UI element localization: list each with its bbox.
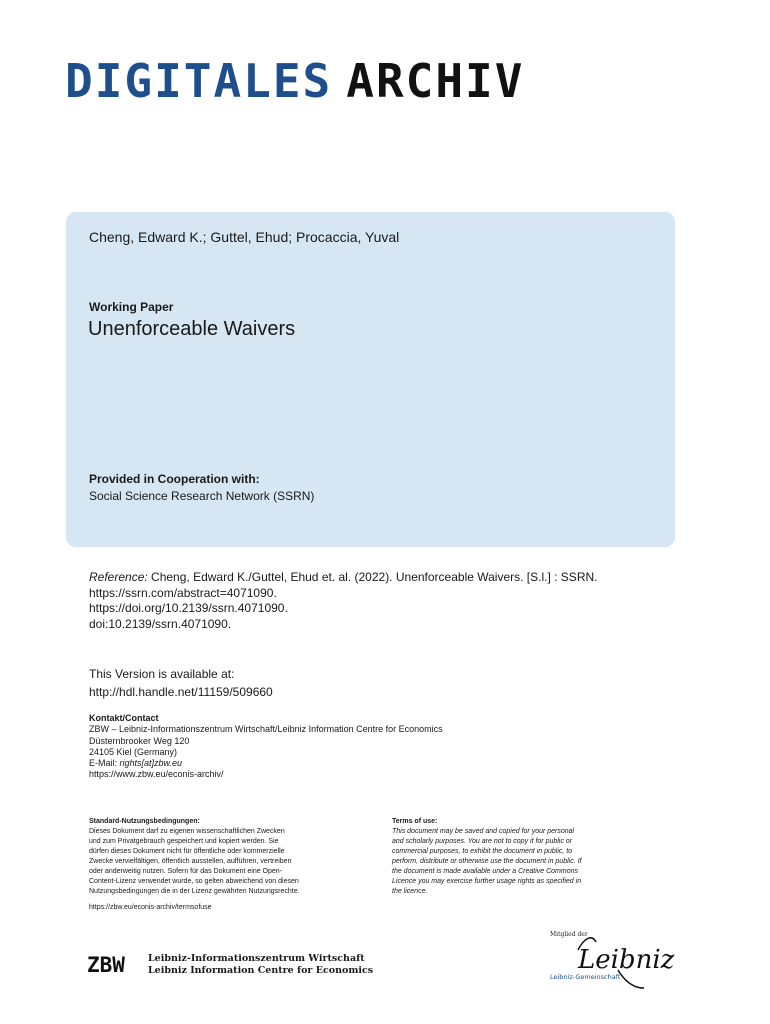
terms-english (392, 817, 652, 897)
logo-word-archiv: ARCHIV (346, 54, 525, 108)
version-label: This Version is available at: (89, 667, 235, 681)
terms-english-heading: Terms of use: (392, 818, 438, 825)
terms-german-line: Nutzungsbedingungen die in der Lizenz gewährten Nutzungsrechte. (89, 888, 300, 895)
terms-german-line: und zum Privatgebrauch gespeichert und kopiert werden. Sie (89, 838, 279, 845)
terms-english-line: the document is made available under a Creative Commons (392, 868, 578, 875)
zbw-name-english: Leibniz Information Centre for Economics (148, 965, 374, 976)
reference-block (89, 570, 709, 632)
terms-german-line: Content-Lizenz verwendet wurde, so gelten abweichend von diesen (89, 878, 299, 885)
logo-word-digitales: DIGITALES (65, 54, 333, 108)
contact-email-label: E-Mail: (89, 758, 120, 769)
contact-street: Düsternbrooker Weg 120 (89, 735, 190, 746)
contact-email-line (89, 758, 443, 769)
terms-german-line: Zwecke vervielfältigen, öffentlich ausstellen, aufführen, vertreiben (89, 858, 292, 865)
terms-german-heading: Standard-Nutzungsbedingungen: (89, 818, 200, 825)
contact-website-link[interactable]: https://www.zbw.eu/econis-archiv/ (89, 769, 224, 780)
zbw-mark-text: ZBW (87, 953, 125, 977)
cooperation-organization: Social Science Research Network (SSRN) (89, 489, 315, 503)
reference-ssrn-link[interactable]: https://ssrn.com/abstract=4071090. (89, 585, 277, 600)
terms-of-use-link[interactable]: https://zbw.eu/econis-archiv/termsofuse (89, 904, 212, 911)
authors: Cheng, Edward K.; Guttel, Ehud; Procaccia, Yuval (89, 229, 400, 245)
terms-english-line: Licence you may exercise further usage rights as specified in (392, 878, 582, 885)
reference-text: Cheng, Edward K./Guttel, Ehud et. al. (2022). Unenforceable Waivers. [S.l.] : SSRN. (151, 570, 598, 584)
terms-german (89, 817, 379, 897)
contact-heading: Kontakt/Contact (89, 713, 159, 723)
terms-english-line: the licence. (392, 888, 428, 895)
leibniz-member-text: Mitglied der (550, 931, 588, 938)
contact-city: 24105 Kiel (Germany) (89, 746, 178, 757)
contact-email[interactable]: rights[at]zbw.eu (119, 758, 183, 769)
contact-organization: ZBW – Leibniz-Informationszentrum Wirtschaft/Leibniz Information Centre for Economics (89, 724, 443, 735)
leibniz-member-logo (548, 928, 675, 994)
zbw-name-german: Leibniz-Informationszentrum Wirtschaft (148, 953, 365, 964)
zbw-mark-icon (87, 952, 139, 976)
leibniz-signature: Leibniz (578, 945, 675, 975)
zbw-name (148, 953, 373, 977)
terms-english-line: commercial purposes, to exhibit the document in public, to (392, 848, 573, 855)
terms-english-line: This document may be saved and copied for your personal (392, 828, 575, 835)
contact-block (89, 713, 443, 781)
terms-english-line: perform, distribute or otherwise use the document in public. If (392, 858, 582, 865)
version-block (89, 665, 273, 701)
leibniz-logo-icon (548, 928, 675, 994)
terms-german-line: oder anderweitig nutzen. Sofern für das Dokument eine Open- (89, 868, 283, 875)
zbw-logo (87, 952, 139, 981)
document-type: Working Paper (89, 300, 174, 314)
digitales-archiv-logo (65, 54, 525, 108)
version-handle-link[interactable]: http://hdl.handle.net/11159/509660 (89, 685, 273, 699)
reference-doi: doi:10.2139/ssrn.4071090. (89, 616, 232, 631)
terms-english-line: and scholarly purposes. You are not to copy it for public or (392, 838, 573, 845)
document-title: Unenforceable Waivers (88, 318, 296, 340)
reference-label: Reference: (89, 570, 148, 584)
cooperation-label: Provided in Cooperation with: (89, 472, 260, 486)
terms-german-line: dürfen dieses Dokument nicht für öffentliche oder kommerzielle (89, 848, 285, 855)
terms-german-line: Dieses Dokument darf zu eigenen wissenschaftlichen Zwecken (89, 828, 285, 835)
reference-doi-link[interactable]: https://doi.org/10.2139/ssrn.4071090. (89, 601, 288, 615)
leibniz-association-text: Leibniz-Gemeinschaft (550, 973, 621, 981)
